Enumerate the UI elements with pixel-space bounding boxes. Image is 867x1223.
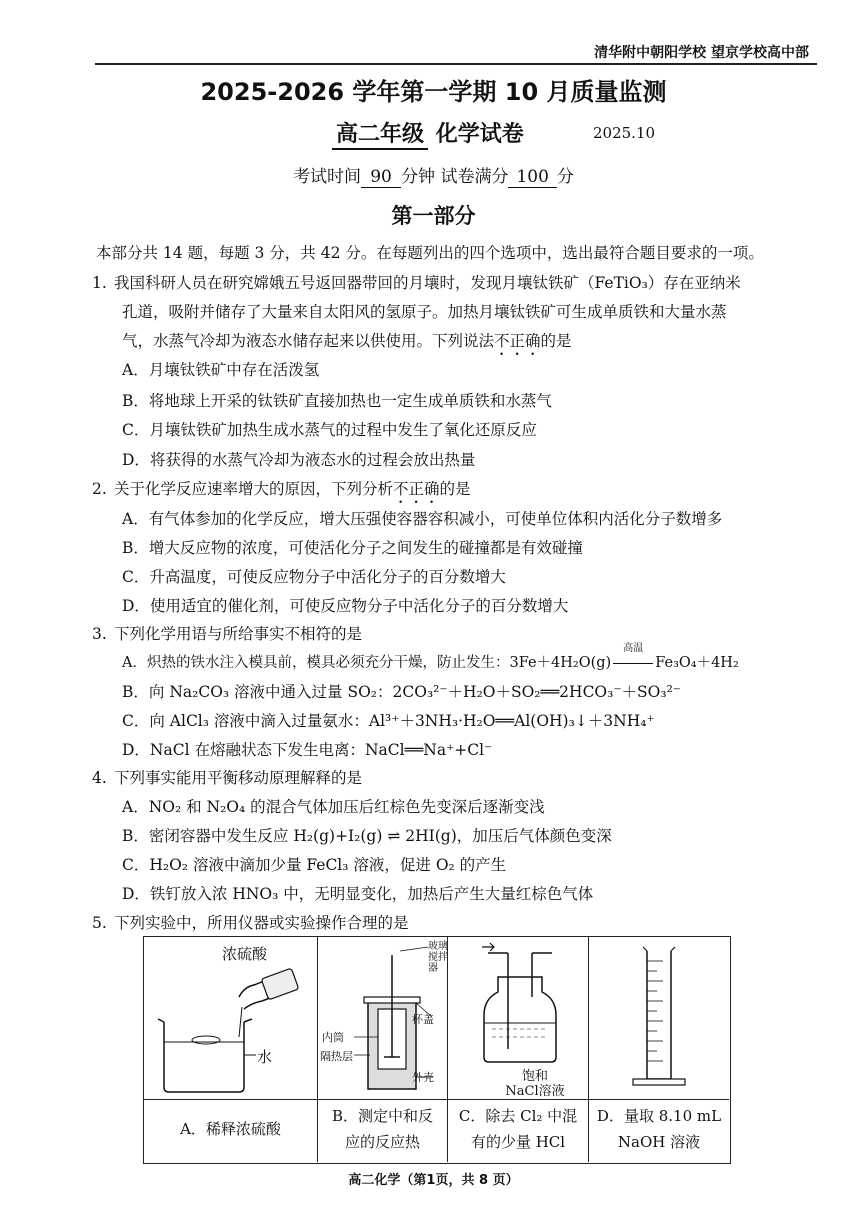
figure-b-insulation-label: 隔热层 bbox=[320, 1050, 353, 1063]
q2-option-a: A．有气体参加的化学反应，增大压强使容器容积减小，可使单位体积内活化分子数增多 bbox=[122, 510, 723, 528]
q2-text-end: 的是 bbox=[439, 480, 471, 498]
time-unit: 分钟 bbox=[401, 167, 436, 187]
q2-option-b: B．增大反应物的浓度，可使活化分子之间发生的碰撞都是有效碰撞 bbox=[122, 539, 583, 557]
q1-text3: 气，水蒸气冷却为液态水储存起来以供使用。下列说法 bbox=[122, 332, 495, 350]
q1-option-c: C．月壤钛铁矿加热生成水蒸气的过程中发生了氧化还原反应 bbox=[122, 421, 537, 439]
figure-a-acid-label: 浓硫酸 bbox=[222, 945, 268, 963]
exam-time-info bbox=[0, 162, 867, 188]
q5-option-b bbox=[318, 1103, 447, 1155]
school-name: 清华附中朝阳学校 望京学校高中部 bbox=[594, 45, 809, 61]
q5-number: 5. bbox=[92, 914, 107, 932]
figure-b-inner-label: 内筒 bbox=[322, 1031, 344, 1044]
q4-option-a: A．NO₂ 和 N₂O₄ 的混合气体加压后红棕色先变深后逐渐变浅 bbox=[122, 798, 545, 816]
q1-text3-end: 的是 bbox=[540, 332, 572, 350]
score-value: 100 bbox=[508, 167, 556, 188]
q3-number: 3. bbox=[92, 625, 107, 643]
q5-option-d bbox=[589, 1103, 729, 1155]
q3-a-condition: 高温 bbox=[623, 643, 644, 654]
score-prefix: 试卷满分 bbox=[440, 167, 509, 187]
grade-label: 高二年级 bbox=[332, 117, 428, 150]
time-value: 90 bbox=[361, 167, 401, 188]
q4-number: 4. bbox=[92, 769, 107, 787]
q3-a-text: A．炽热的铁水注入模具前，模具必须充分干燥，防止发生：3Fe＋4H₂O(g) bbox=[122, 655, 612, 671]
q5-option-a: A．稀释浓硫酸 bbox=[180, 1120, 281, 1138]
figure-d-graduated-cylinder bbox=[589, 937, 729, 1099]
q3-option-b: B．向 Na₂CO₃ 溶液中通入过量 SO₂：2CO₃²⁻＋H₂O＋SO₂══2HCO₃⁻＋SO₃²⁻ bbox=[122, 683, 681, 701]
q5-option-d-line1: D．量取 8.10 mL bbox=[596, 1107, 722, 1125]
part-title: 第一部分 bbox=[391, 204, 476, 228]
q4-text: 下列事实能用平衡移动原理解释的是 bbox=[114, 769, 363, 787]
q4-option-c: C．H₂O₂ 溶液中滴加少量 FeCl₃ 溶液，促进 O₂ 的产生 bbox=[122, 856, 507, 874]
q1-option-a: A．月壤钛铁矿中存在活泼氢 bbox=[122, 361, 320, 379]
score-unit: 分 bbox=[556, 167, 574, 187]
page-footer: 高二化学（第1页，共 8 页） bbox=[348, 1173, 519, 1188]
q5-figure-table bbox=[143, 936, 731, 1164]
figure-c-label-1: 饱和 bbox=[521, 1069, 548, 1084]
q5-stem bbox=[92, 913, 409, 933]
q1-emphasis: 不正确 bbox=[494, 332, 541, 350]
figure-b-lid-label: 杯盖 bbox=[412, 1013, 434, 1026]
figure-b-rod-label: 玻璃搅拌器 bbox=[428, 941, 448, 974]
figure-b-shell-label: 外壳 bbox=[412, 1071, 434, 1084]
subject-label: 化学试卷 bbox=[435, 122, 524, 147]
q5-option-c bbox=[448, 1103, 588, 1155]
q5-option-c-line1: C．除去 Cl₂ 中混 bbox=[458, 1107, 578, 1125]
q5-option-b-line2: 应的反应热 bbox=[344, 1133, 420, 1151]
time-prefix: 考试时间 bbox=[293, 167, 362, 187]
q1-number: 1. bbox=[92, 274, 107, 292]
part-instruction: 本部分共 14 题，每题 3 分，共 42 分。在每题列出的四个选项中，选出最符合题目要求的一项。 bbox=[96, 244, 764, 262]
q1-line2: 孔道，吸附并储存了大量来自太阳风的氢原子。加热月壤钛铁矿可生成单质铁和大量水蒸 bbox=[122, 303, 727, 321]
q2-text: 关于化学反应速率增大的原因，下列分析 bbox=[114, 480, 394, 498]
q2-option-c: C．升高温度，可使反应物分子中活化分子的百分数增大 bbox=[122, 568, 506, 586]
q3-stem bbox=[92, 624, 362, 644]
q1-text1: 我国科研人员在研究嫦娥五号返回器带回的月壤时，发现月壤钛铁矿（FeTiO₃）存在亚纳米 bbox=[114, 274, 741, 292]
q5-text: 下列实验中，所用仪器或实验操作合理的是 bbox=[114, 914, 409, 932]
q2-emphasis: 不正确 bbox=[393, 480, 440, 498]
q3-text: 下列化学用语与所给事实不相符的是 bbox=[114, 625, 363, 643]
header-rule bbox=[95, 63, 817, 65]
q1-line3 bbox=[122, 331, 572, 359]
q2-number: 2. bbox=[92, 480, 107, 498]
q1-option-d: D．将获得的水蒸气冷却为液态水的过程会放出热量 bbox=[122, 451, 476, 469]
exam-title: 2025-2026 学年第一学期 10 月质量监测 bbox=[200, 78, 667, 106]
q4-stem bbox=[92, 768, 362, 788]
q5-option-c-line2: 有的少量 HCl bbox=[470, 1133, 566, 1151]
q5-option-b-line1: B．测定中和反 bbox=[331, 1107, 434, 1125]
q3-a-arrow bbox=[611, 643, 655, 673]
figure-a-water-label: 水 bbox=[257, 1048, 273, 1066]
q3-a-products: Fe₃O₄＋4H₂ bbox=[655, 655, 739, 671]
q3-option-a bbox=[122, 643, 739, 673]
q4-option-b: B．密闭容器中发生反应 H₂(g)+I₂(g) ⇌ 2HI(g)，加压后气体颜色变深 bbox=[122, 827, 612, 845]
figure-c-label-2: NaCl溶液 bbox=[505, 1084, 565, 1099]
q1-line1 bbox=[92, 273, 741, 293]
q2-stem bbox=[92, 479, 471, 507]
exam-date: 2025.10 bbox=[593, 124, 656, 142]
q2-option-d: D．使用适宜的催化剂，可使反应物分子中活化分子的百分数增大 bbox=[122, 597, 569, 615]
exam-subtitle bbox=[332, 117, 524, 150]
q4-option-d: D．铁钉放入浓 HNO₃ 中，无明显变化，加热后产生大量红棕色气体 bbox=[122, 885, 594, 903]
q3-option-c: C．向 AlCl₃ 溶液中滴入过量氨水：Al³⁺＋3NH₃·H₂O══Al(OH)₃↓＋3NH₄⁺ bbox=[122, 712, 655, 730]
q5-option-d-line2: NaOH 溶液 bbox=[617, 1133, 701, 1151]
q5-row-divider bbox=[144, 1099, 729, 1100]
q3-option-d: D．NaCl 在熔融状态下发生电离：NaCl══Na⁺+Cl⁻ bbox=[122, 741, 493, 759]
q1-option-b: B．将地球上开采的钛铁矿直接加热也一定生成单质铁和水蒸气 bbox=[122, 392, 552, 410]
